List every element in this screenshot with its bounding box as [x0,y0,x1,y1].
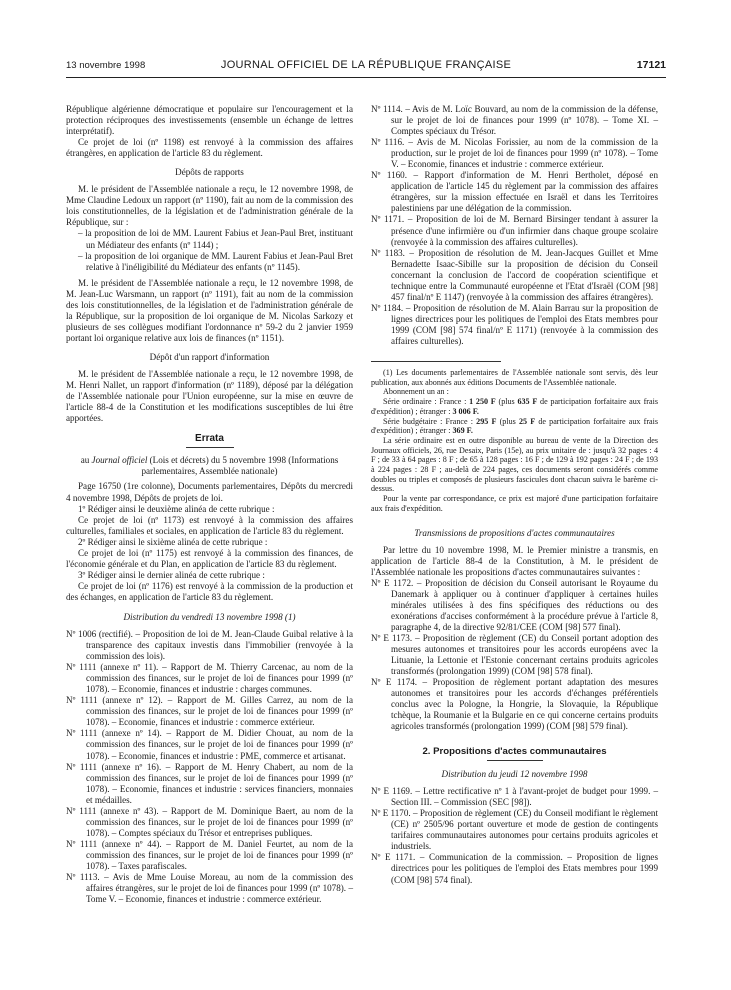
act-entry: Nº E 1172. – Proposition de décision du Conseil autorisant le Royaume du Danemark à appliquer ou à continuer d'appliquer à certaines huiles minérales utilisées à des fins spécifiques des réductions ou des exonérations d'accises conformément à la procédure prévue à l'article 8, paragraphe 4, de la directive 92/81/CEE (COM [98] 577 final). [371,577,658,632]
right-column [371,104,658,886]
document-entry: Nº 1111 (annexe nº 43). – Rapport de M. Dominique Baert, au nom de la commission des finances, sur le projet de loi de finances pour 1999 (nº 1078). – Comptes spéciaux du Trésor et entreprises publiques. [66,805,353,838]
act-entry: Nº E 1174. – Proposition de règlement portant adaptation des mesures autonomes et transitoires pour les accords d'échanges préférentiels conclus avec la Pologne, la Hongrie, la Slovaquie, la République tchèque, la Roumanie et la Bulgarie en ce qui concerne certains produits agricoles transformés (prolongation 1999) (COM [98] 579 final). [371,677,658,732]
errata-item-text: Ce projet de loi (nº 1175) est renvoyé à la commission des finances, de l'économie générale et du Plan, en application de l'article 83 du règlement. [66,547,353,569]
document-entry: Nº 1184. – Proposition de résolution de M. Alain Barrau sur la proposition de lignes directrices pour les politiques de l'emploi des Etats membres pour 1999 (COM [98] 574 final/nº E 1171) (renvoyée à la commission des affaires culturelles). [371,302,658,346]
act-entry: Nº E 1169. – Lettre rectificative nº 1 à l'avant-projet de budget pour 1999. – Section III. – Commission (SEC [98]). [371,786,658,808]
info-paragraph: M. le président de l'Assemblée nationale a reçu, le 12 novembre 1998, de M. Henri Nallet, un rapport d'information (nº 1189), déposé par la délégation de l'Assemblée nationale pour l'Union européenne, sur la mise en œuvre de l'article 88-4 de la Constitution et les modifications susceptibles de lui être apportées. [66,368,353,424]
footnote-serie-ordinaire: Série ordinaire : France : 1 250 F (plus 635 F de participation forfaitaire aux frais d'expédition) ; étranger : 3 006 F. [371,397,658,416]
footnotes [371,368,658,514]
errata-item-text: Ce projet de loi (nº 1173) est renvoyé à la commission des affaires culturelles, familiales et sociales, en application de l'article 83 du règlement. [66,514,353,536]
document-entry: Nº 1006 (rectifié). – Proposition de loi de M. Jean-Claude Guibal relative à la transparence des capitaux investis dans l'immobilier (renvoyée à la commission des lois). [66,629,353,662]
left-column [66,104,353,905]
document-entry: Nº 1160. – Rapport d'information de M. Henri Bertholet, déposé en application de l'article 145 du règlement par la commission des affaires étrangères, sur la mission effectuée en Israël et dans les Territoires palestiniens par une délégation de la commission. [371,170,658,214]
errata-rule [186,447,234,448]
page-header [66,58,666,74]
transmissions-intro: Par lettre du 10 novembre 1998, M. le Premier ministre a transmis, en application de l'article 88-4 de la Constitution, à M. le président de l'Assemblée nationale les propositions d'actes communautaires suivantes : [371,544,658,577]
act-entry: Nº E 1171. – Communication de la commission. – Proposition de lignes directrices pour les politiques de l'emploi des Etats membres pour 1999 (COM [98] 574 final). [371,852,658,885]
errata-item-text: Ce projet de loi (nº 1176) est renvoyé à la commission de la production et des échanges, en application de l'article 83 du règlement. [66,580,353,602]
transmissions-heading: Transmissions de propositions d'actes communautaires [414,527,615,538]
footnote-serie-budgetaire: Série budgétaire : France : 295 F (plus 25 F de participation forfaitaire aux frais d'expédition) ; étranger : 369 F. [371,416,659,436]
header-title: JOURNAL OFFICIEL DE LA RÉPUBLIQUE FRANÇAISE [220,59,512,71]
header-date: 13 novembre 1998 [66,60,146,71]
document-entry: Nº 1111 (annexe nº 12). – Rapport de M. Gilles Carrez, au nom de la commission des finances, sur le projet de loi de finances pour 1999 (nº 1078). – Economie, finances et industrie : commerce extérieur. [66,695,353,728]
footnote-vente: La série ordinaire est en outre disponible au bureau de vente de la Direction des Journaux officiels, 26, rue Desaix, Paris (15e), au prix unitaire de : jusqu'à 32 pages : 4 F ; de 33 à 64 pages : 8 F ; de 65 à 128 pages : 16 F ; de 129 à 192 pages : 24 F ; de 193 à 224 pages : 28 F ; au-delà de 224 pages, ces documents seront considérés comme doubles ou triples et composés de plusieurs fascicules dont chacun suivra le barème ci-dessus. [371,435,658,494]
intro-paragraph: République algérienne démocratique et populaire sur l'encouragement et la protection réciproques des investissements (ensemble un échange de lettres interprétatif). [66,104,353,137]
header-rule [66,77,666,78]
footnote-abonnement: Abonnement un an : [383,387,449,397]
act-entry: Nº E 1170. – Proposition de règlement (CE) du Conseil modifiant le règlement (CE) nº 2505/96 portant ouverture et mode de gestion de contingents tarifaires communautaires autonomes pour certains produits agricoles et industriels. [371,808,658,852]
section-heading: 2. Propositions d'actes communautaires [422,746,607,758]
footnote-rule [371,361,501,362]
errata-item-title: 3º Rédiger ainsi le dernier alinéa de cette rubrique : [78,569,265,580]
document-entry: Nº 1111 (annexe nº 16). – Rapport de M. Henry Chabert, au nom de la commission des finances, sur le projet de loi de finances pour 1999 (nº 1078). – Economie, finances et industrie : services financiers, monnaies et médailles. [66,761,353,805]
document-entry: Nº 1113. – Avis de Mme Louise Moreau, au nom de la commission des affaires étrangères, sur le projet de loi de finances pour 1999 (nº 1078). – Tome V. – Economie, finances et industrie : commerce extérieur. [66,872,353,905]
document-entry: Nº 1116. – Avis de M. Nicolas Forissier, au nom de la commission de la production, sur le projet de loi de finances pour 1999 (nº 1078). – Tome V. – Economie, finances et industrie : commerce extérieur. [371,137,658,170]
document-entry: Nº 1183. – Proposition de résolution de M. Jean-Jacques Guillet et Mme Bernadette Isaac-Sibille sur la proposition de décision du Conseil concernant la conclusion de l'accord de coopération scientifique et technique entre la Communauté européenne et l'Etat d'Israël (COM [98] 457 final/nº E 1147) (renvoyée à la commission des affaires étrangères). [371,247,658,302]
document-entry: Nº 1111 (annexe nº 14). – Rapport de M. Didier Chouat, au nom de la commission des finances, sur le projet de loi de finances pour 1999 (nº 1078). – Economie, finances et industrie : PME, commerce et artisanat. [66,728,353,761]
document-entry: Nº 1114. – Avis de M. Loïc Bouvard, au nom de la commission de la défense, sur le projet de loi de finances pour 1999 (nº 1078). – Tome XI. – Comptes spéciaux du Trésor. [371,104,658,137]
depots-heading: Dépôts de rapports [175,167,244,178]
errata-heading: Errata [195,433,224,445]
errata-item-title: 2º Rédiger ainsi le sixième alinéa de cette rubrique : [78,536,268,547]
footnote-correspondance: Pour la vente par correspondance, ce prix est majoré d'une participation forfaitaire aux frais d'expédition. [371,494,658,513]
footnote-text: (1) Les documents parlementaires de l'Assemblée nationale sont servis, dès leur publication, aux abonnés aux éditions Documents de l'Assemblée nationale. [371,368,658,387]
act-entry: Nº E 1173. – Proposition de règlement (CE) du Conseil portant adoption des mesures autonomes et transitoires pour les accords européens avec la Lituanie, la Lettonie et l'Estonie concernant certains produits agricoles transformés (prolongation 1999) (COM [98] 578 final). [371,633,658,677]
document-entry: Nº 1111 (annexe nº 44). – Rapport de M. Daniel Feurtet, au nom de la commission des finances, sur le projet de loi de finances pour 1999 (nº 1078). – Taxes parafiscales. [66,838,353,871]
errata-item-title: 1º Rédiger ainsi le deuxième alinéa de cette rubrique : [78,503,275,514]
header-page-number: 17121 [636,59,666,71]
intro-referral: Ce projet de loi (nº 1198) est renvoyé à la commission des affaires étrangères, en application de l'article 83 du règlement. [66,137,353,159]
depot-bullet: – la proposition de loi organique de MM. Laurent Fabius et Jean-Paul Bret relative à l'inéligibilité du Médiateur des enfants (nº 1145). [78,250,353,272]
errata-intro: au Journal officiel (Lois et décrets) du 5 novembre 1998 (Informations parlementaires, Assemblée nationale) [80,455,339,477]
distribution-heading: Distribution du vendredi 13 novembre 1998 (1) [123,611,296,622]
document-entry: Nº 1111 (annexe nº 11). – Rapport de M. Thierry Carcenac, au nom de la commission des finances, sur le projet de loi de finances pour 1999 (nº 1078). – Economie, finances et industrie : charges communes. [66,662,353,695]
info-heading: Dépôt d'un rapport d'information [149,351,270,362]
depot-paragraph: M. le président de l'Assemblée nationale a reçu, le 12 novembre 1998, de Mme Claudine Ledoux un rapport (nº 1190), fait au nom de la commission des lois constitutionnelles, de la législation et de l'administration générale de la République, sur : [66,184,353,228]
depot-paragraph: M. le président de l'Assemblée nationale a reçu, le 12 novembre 1998, de M. Jean-Luc Warsmann, un rapport (nº 1191), fait au nom de la commission des lois constitutionnelles, de la législation et de l'administration générale de la République, sur la proposition de loi organique de M. Nicolas Sarkozy et plusieurs de ses collègues modifiant l'ordonnance nº 59-2 du 2 janvier 1959 portant loi organique relative aux lois de finances (nº 1151). [66,277,353,343]
errata-page: Page 16750 (1re colonne), Documents parlementaires, Dépôts du mercredi 4 novembre 1998, Dépôts de projets de loi. [66,481,353,503]
depot-bullet: – la proposition de loi de MM. Laurent Fabius et Jean-Paul Bret, instituant un Médiateur des enfants (nº 1144) ; [78,228,353,250]
distribution-heading: Distribution du jeudi 12 novembre 1998 [441,769,588,780]
section-rule [487,760,543,761]
document-entry: Nº 1171. – Proposition de loi de M. Bernard Birsinger tendant à assurer la présence d'une infirmière ou d'un infirmier dans chaque groupe scolaire (renvoyée à la commission des affaires culturelles). [371,214,658,247]
